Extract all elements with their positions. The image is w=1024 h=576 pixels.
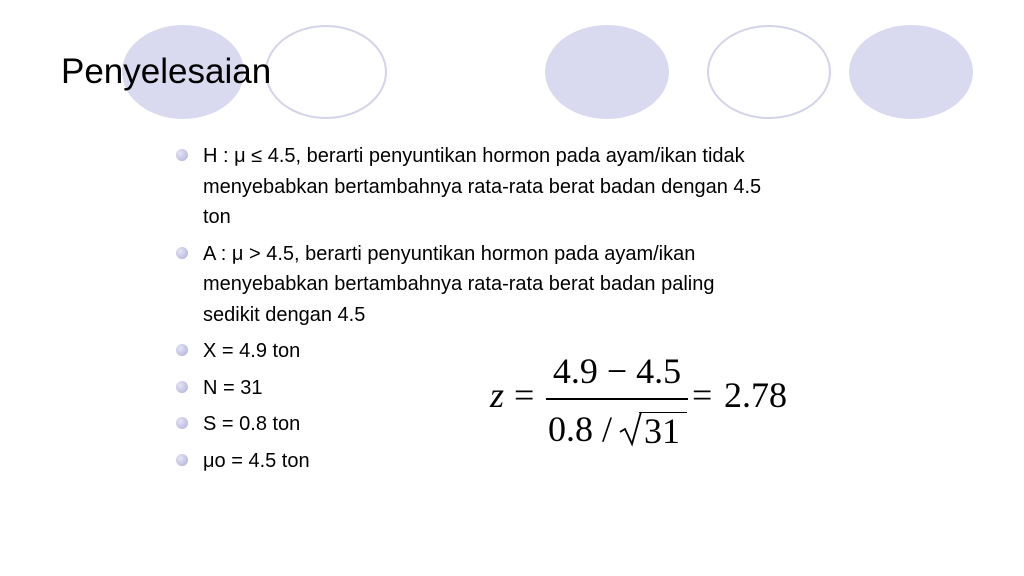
- formula-equals-sign-2: =: [692, 375, 713, 415]
- formula-equals-sign: =: [514, 375, 535, 415]
- bullet-text: X = 4.9 ton: [203, 340, 301, 362]
- decor-circle-5: [849, 25, 973, 119]
- bullet-text: N = 31: [203, 376, 263, 399]
- formula-result: 2.78: [724, 375, 787, 415]
- bullet-item-hypothesis-null: [176, 141, 763, 233]
- bullet-item-mu: [176, 446, 796, 477]
- formula-numerator: 4.9 − 4.5: [552, 351, 682, 391]
- decor-circle-2: [265, 25, 387, 119]
- bullet-dot-icon: [176, 149, 188, 161]
- bullet-dot-icon: [176, 454, 188, 466]
- bullet-item-hypothesis-alt: [176, 239, 763, 331]
- bullet-text: S = 0.8 ton: [203, 413, 301, 435]
- bullet-dot-icon: [176, 247, 188, 259]
- bullet-text: H : μ ≤ 4.5, berarti penyuntikan hormon pada ayam/ikan tidak menyebabkan bertambahnya rata-rata berat badan dengan 4.5 ton: [203, 145, 762, 228]
- bullet-text: A : μ > 4.5, berarti penyuntikan hormon pada ayam/ikan menyebabkan bertambahnya rata-rata berat badan paling sedikit dengan 4.5: [203, 242, 715, 326]
- decor-circle-4: [707, 25, 831, 119]
- bullet-text: μo = 4.5 ton: [203, 449, 310, 472]
- formula-radicand: 31: [644, 411, 680, 451]
- formula-variable: z: [490, 375, 505, 415]
- formula-denominator-left: 0.8 /: [548, 409, 613, 449]
- fraction-bar: [546, 398, 688, 400]
- decor-circle-3: [545, 25, 669, 119]
- bullet-dot-icon: [176, 381, 188, 393]
- z-score-formula: [488, 350, 798, 450]
- slide-title: Penyelesaian: [61, 52, 272, 91]
- bullet-dot-icon: [176, 344, 188, 356]
- bullet-dot-icon: [176, 417, 188, 429]
